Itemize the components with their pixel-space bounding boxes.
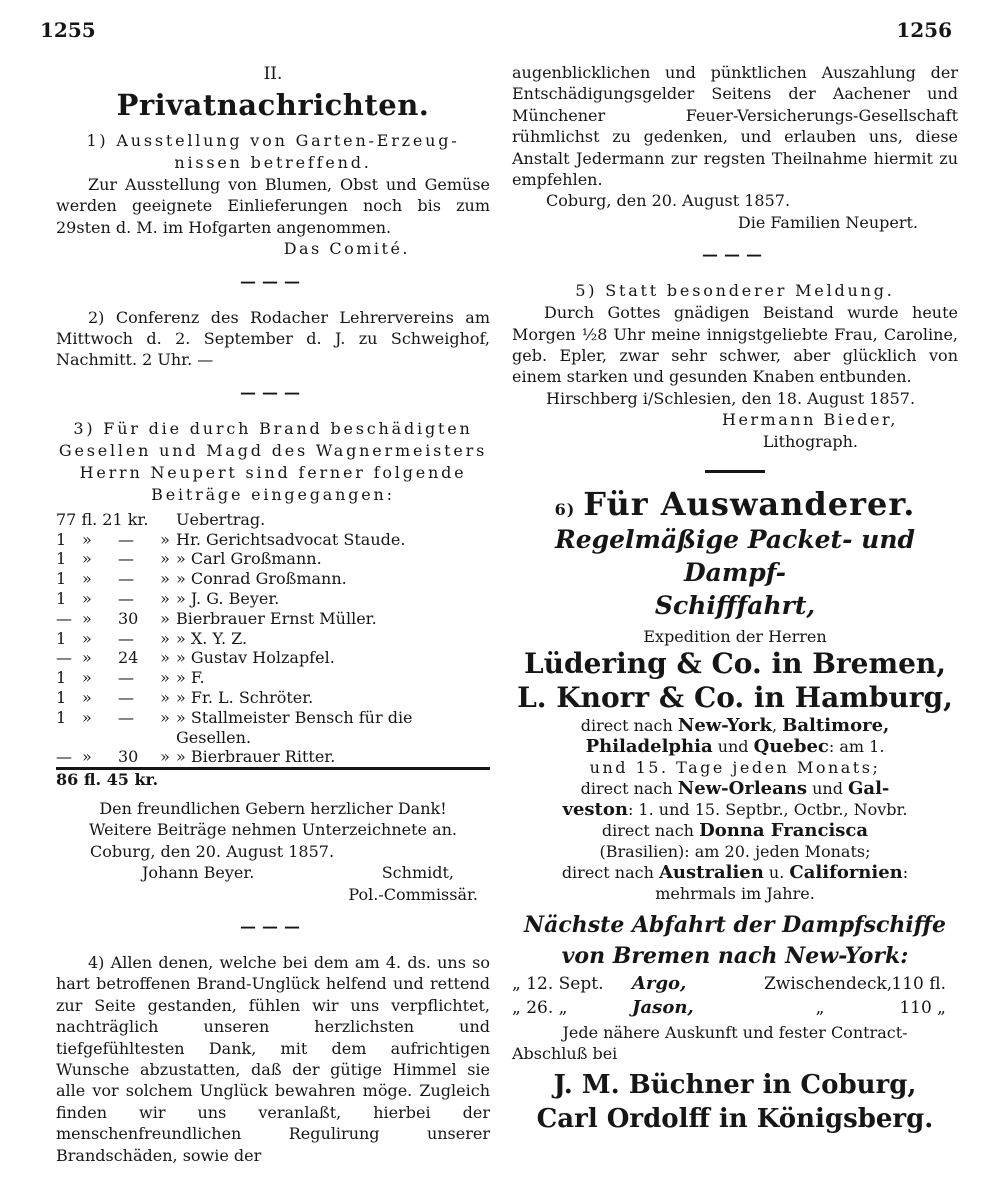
ad-text: direct nach (601, 821, 700, 841)
notice-1-heading-1: 1) Ausstellung von Garten-Erzeug- (86, 131, 460, 150)
ledger-fl: 1 (56, 529, 67, 549)
ad-info-2: Abschluß bei (512, 1044, 618, 1064)
ad-city-baltimore: Baltimore, (782, 715, 890, 737)
ad-city-australien: Australien (658, 862, 764, 884)
notice-3 (56, 418, 490, 905)
ledger-row (56, 688, 490, 708)
ledger-row (56, 708, 490, 748)
ad-text: : (902, 863, 909, 883)
ad-route-galveston (512, 799, 958, 820)
notice-5-body: Durch Gottes gnädigen Beistand wurde heute Morgen ½8 Uhr meine innigstgeliebte Frau, Caroline, geb. Epler, zwar sehr schwer, aber glücklich von einem starken und gesunden Knaben entbunden. (512, 303, 958, 387)
ledger-donor: Bierbrauer Ernst Müller. (176, 608, 377, 628)
ledger-row (56, 549, 490, 569)
contribution-ledger (56, 510, 490, 790)
ad-text: und (712, 737, 754, 757)
ad-agent-koenigsberg: Carl Ordolff in Königsberg. (536, 1104, 934, 1135)
ad-route-australien (512, 862, 958, 883)
ad-firm-bremen: Lüdering & Co. in Bremen, (523, 647, 947, 681)
ledger-sep: » (160, 747, 170, 767)
notice-4-place-date: Coburg, den 20. August 1857. (546, 191, 791, 211)
ledger-sep: » (82, 549, 92, 569)
notice-5-place-date: Hirschberg i/Schlesien, den 18. August 1857. (546, 388, 916, 408)
ledger-total: 86 fl. 45 kr. (56, 769, 490, 790)
ad-text: : am 1. (828, 737, 885, 757)
ledger-fl: 1 (56, 628, 67, 648)
ad-subtitle-2: Schifffahrt, (654, 591, 816, 621)
ad-subtitle-1: Regelmäßige Packet- und Dampf- (554, 525, 916, 588)
ad-city-californien: Californien (789, 862, 903, 884)
ledger-carryover-row (56, 510, 490, 530)
ad-city-newyork: New-York (677, 715, 772, 737)
ledger-kr: 30 (118, 608, 139, 628)
ad-text: : 1. und 15. Septbr., Octbr., Novbr. (627, 800, 908, 820)
ledger-sep: » (160, 529, 170, 549)
ad-route-newyork (512, 715, 958, 736)
ledger-kr: — (118, 707, 134, 727)
ledger-sep: » (160, 569, 170, 589)
ad-number: 6) (554, 500, 576, 520)
ledger-sep: » (160, 589, 170, 609)
ledger-sep: » (82, 688, 92, 708)
ad-sailing-row (512, 996, 958, 1020)
separator: ——— (240, 271, 306, 291)
ledger-donor: Hr. Gerichtsadvocat Staude. (176, 529, 406, 549)
section-title: Privatnachrichten. (116, 88, 430, 122)
notice-1 (56, 130, 490, 260)
ad-title-line (512, 485, 958, 523)
ad-city-donnafrancisca: Donna Francisca (699, 820, 869, 842)
ledger-sep: » (82, 747, 92, 767)
ledger-kr: — (118, 569, 134, 589)
ledger-row (56, 747, 490, 768)
sailing-date: „ 26. „ (512, 998, 568, 1019)
notice-5 (512, 280, 958, 452)
ledger-sep: » (82, 608, 92, 628)
ad-sailing-row (512, 972, 958, 996)
ledger-donor: » Fr. L. Schröter. (176, 688, 314, 708)
ad-text: u. (763, 863, 790, 883)
ad-text: und (807, 779, 849, 799)
ledger-donor: » J. G. Beyer. (176, 589, 280, 609)
ad-route-frequency: mehrmals im Jahre. (655, 884, 815, 904)
sailing-price: 110 fl. (891, 974, 946, 995)
ledger-kr: — (118, 688, 134, 708)
ledger-row (56, 629, 490, 649)
notice-3-place-date: Coburg, den 20. August 1857. (90, 841, 335, 861)
notice-1-signature: Das Comité. (283, 239, 410, 259)
notice-1-heading-2: nissen betreffend. (174, 153, 372, 172)
ledger-kr: — (118, 668, 134, 688)
ad-route-brasilien: (Brasilien): am 20. jeden Monats; (599, 842, 871, 862)
notice-3-signatures (56, 862, 490, 883)
separator: ——— (702, 245, 768, 265)
notice-4-continued-body: augenblicklichen und pünktlichen Auszahlung der Entschädigungsgelder Seitens der Aachener und Münchener Feuer-Versicherungs-Gesellschaft rühmlichst zu gedenken, und erlauben uns, diese Anstalt Jedermann zur regsten Theilnahme hiermit zu empfehlen. (512, 63, 958, 190)
ledger-donor: » Stallmeister Bensch für die Gesellen. (176, 707, 413, 747)
ad-route-neworleans (512, 778, 958, 799)
ledger-donor: » Conrad Großmann. (176, 569, 347, 589)
ad-city-galveston-2: veston (562, 799, 628, 821)
ad-text: direct nach (561, 863, 659, 883)
ledger-sep: » (82, 668, 92, 688)
ad-city-neworleans: New-Orleans (677, 778, 807, 800)
notice-4 (56, 952, 490, 1166)
notice-5-profession: Lithograph. (762, 431, 858, 451)
ledger-text: Uebertrag. (176, 509, 266, 529)
notice-5-heading: 5) Statt besonderer Meldung. (575, 281, 895, 301)
notice-3-thanks: Den freundlichen Gebern herzlicher Dank! (99, 799, 447, 818)
section-number: II. (263, 64, 283, 84)
notice-3-further: Weitere Beiträge nehmen Unterzeichnete an. (89, 820, 457, 840)
ledger-amount: 77 fl. 21 kr. (56, 509, 149, 529)
ledger-kr: — (118, 529, 134, 549)
ledger-row (56, 589, 490, 609)
notice-3-heading-4: Beiträge eingegangen: (151, 484, 395, 504)
ledger-fl: 1 (56, 589, 67, 609)
ledger-kr: 30 (118, 747, 139, 767)
separator: ——— (240, 917, 306, 937)
ledger-fl: 1 (56, 668, 67, 688)
notice-3-heading-3: Herrn Neupert sind ferner folgende (79, 462, 467, 482)
ledger-fl: 1 (56, 707, 67, 727)
ledger-fl: — (56, 608, 72, 628)
left-column (56, 62, 490, 1166)
separator: ——— (240, 382, 306, 402)
ad-text: , (772, 716, 783, 736)
ledger-fl: 1 (56, 569, 67, 589)
sailing-ship: Jason, (632, 997, 694, 1019)
ledger-fl: 1 (56, 688, 67, 708)
ledger-total-row (56, 769, 490, 790)
right-column (512, 62, 958, 1136)
ledger-kr: — (118, 589, 134, 609)
short-rule (705, 470, 765, 473)
notice-4-body: 4) Allen denen, welche bei dem am 4. ds. uns so hart betroffenen Brand-Unglück helfend und rettend zur Seite gestanden, fühlen wir uns verpflichtet, nachträglich unseren herzlichsten und tiefgefühltesten Dank, mit dem aufrichtigen Wunsche abzustatten, daß der gütige Himmel sie alle vor solchem Unglück bewahren möge. Zugleich finden wir uns veranlaßt, hierbei der menschenfreundlichen Regulirung unserer Brandschäden, sowie der (56, 953, 490, 1165)
ledger-sep: » (82, 569, 92, 589)
page-number-right: 1256 (896, 18, 952, 42)
ledger-sep: » (160, 628, 170, 648)
ledger-row (56, 648, 490, 668)
ad-city-quebec: Quebec (753, 736, 829, 758)
ledger-donor: » F. (176, 668, 205, 688)
ledger-sep: » (160, 648, 170, 668)
ledger-kr: 24 (118, 648, 139, 668)
ad-info-1: Jede nähere Auskunft und fester Contract- (562, 1023, 908, 1043)
ledger-donor: » Gustav Holzapfel. (176, 648, 335, 668)
signature-schmidt: Schmidt, (381, 863, 454, 883)
ledger-row (56, 569, 490, 589)
ledger-sep: » (160, 688, 170, 708)
sailing-class: „ (815, 998, 825, 1019)
ledger-kr: — (118, 628, 134, 648)
ledger-kr: — (118, 549, 134, 569)
ledger-row (56, 530, 490, 550)
ad-route-philadelphia (512, 736, 958, 757)
ledger-sep: » (160, 549, 170, 569)
emigrant-advertisement (512, 485, 958, 1136)
ledger-sep: » (82, 589, 92, 609)
notice-2-body: 2) Conferenz des Rodacher Lehrervereins am Mittwoch d. 2. September d. J. zu Schweighof, Nachmitt. 2 Uhr. — (56, 307, 490, 370)
ledger-fl: — (56, 747, 72, 767)
sailing-ship: Argo, (632, 973, 687, 995)
ad-agent-coburg: J. M. Büchner in Coburg, (553, 1070, 917, 1101)
notice-2 (56, 307, 490, 371)
ad-firm-hamburg: L. Knorr & Co. in Hamburg, (517, 681, 953, 715)
notice-3-heading-1: 3) Für die durch Brand beschädigten (73, 418, 473, 438)
ledger-sep: » (160, 668, 170, 688)
notice-5-signature: Hermann Bieder, (721, 410, 898, 430)
notice-3-heading-2: Gesellen und Magd des Wagnermeisters (58, 440, 488, 460)
ledger-sep: » (160, 608, 170, 628)
ledger-sep: » (82, 529, 92, 549)
ad-text: direct nach (580, 716, 678, 736)
ad-route-donnafrancisca (512, 820, 958, 841)
ad-expedition: Expedition der Herren (643, 627, 827, 647)
ledger-sep: » (82, 707, 92, 727)
ledger-sep: » (82, 628, 92, 648)
ad-departure-heading-1: Nächste Abfahrt der Dampfschiffe (524, 912, 946, 939)
notice-1-body: Zur Ausstellung von Blumen, Obst und Gemüse werden geeignete Einlieferungen noch bis zum 29sten d. M. im Hofgarten angenommen. (56, 175, 490, 237)
ad-title: Für Auswanderer. (583, 485, 916, 524)
page-number-left: 1255 (40, 18, 96, 42)
ledger-donor: » Bierbrauer Ritter. (176, 747, 336, 767)
ledger-fl: — (56, 648, 72, 668)
ledger-donor: » X. Y. Z. (176, 628, 248, 648)
ad-city-galveston: Gal- (848, 778, 890, 800)
notice-4-continued (512, 62, 958, 233)
sailing-class: Zwischendeck, (764, 974, 893, 995)
ad-text: direct nach (580, 779, 678, 799)
ledger-sep: » (160, 707, 170, 727)
ad-city-philadelphia: Philadelphia (585, 736, 713, 758)
ledger-fl: 1 (56, 549, 67, 569)
ad-departure-heading-2: von Bremen nach New-York: (561, 943, 909, 970)
ledger-sep: » (82, 648, 92, 668)
signature-schmidt-title: Pol.-Commissär. (348, 884, 478, 904)
notice-4-signature: Die Familien Neupert. (737, 212, 918, 232)
ledger-row (56, 668, 490, 688)
sailing-price: 110 „ (899, 998, 946, 1019)
sailing-date: „ 12. Sept. (512, 974, 604, 995)
ledger-row (56, 609, 490, 629)
signature-beyer: Johann Beyer. (142, 863, 255, 883)
ad-route-schedule-1: und 15. Tage jeden Monats; (589, 758, 881, 778)
ledger-donor: » Carl Großmann. (176, 549, 322, 569)
